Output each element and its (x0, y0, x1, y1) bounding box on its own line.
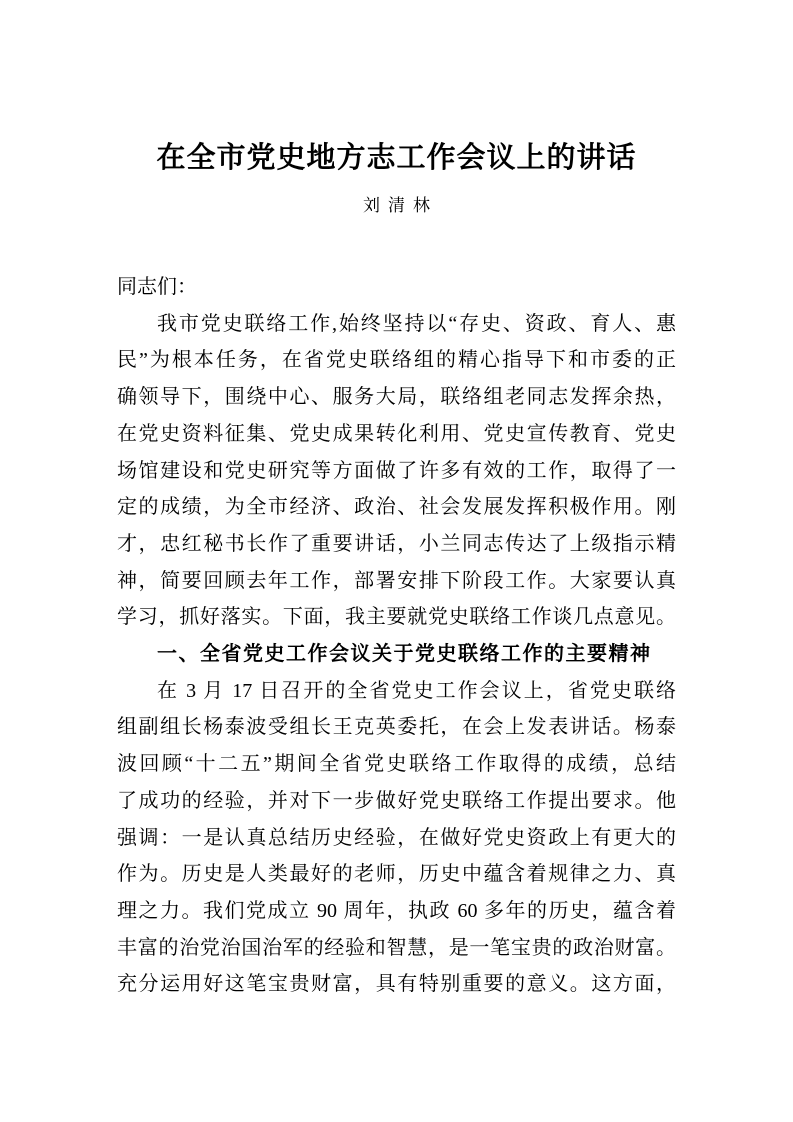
text-line: 理之力。我们党成立 90 周年，执政 60 多年的历史，蕴含着 (117, 899, 676, 922)
paragraph (117, 673, 676, 1003)
text-line: 同志们： (117, 276, 197, 298)
paragraph (117, 306, 676, 636)
text-line: 了成功的经验，并对下一步做好党史联络工作提出要求。他 (117, 789, 676, 812)
section-heading (117, 636, 676, 673)
text-line: 组副组长杨泰波受组长王克英委托，在会上发表讲话。杨泰 (117, 716, 676, 739)
text-line: 学习，抓好落实。下面，我主要就党史联络工作谈几点意见。 (117, 606, 676, 629)
text-line: 充分运用好这笔宝贵财富，具有特别重要的意义。这方面， (117, 973, 676, 996)
document-author: 刘清林 (363, 196, 438, 215)
text-line: 确领导下，围绕中心、服务大局，联络组老同志发挥余热， (117, 386, 676, 409)
text-line: 丰富的治党治国治军的经验和智慧，是一笔宝贵的政治财富。 (117, 936, 676, 959)
text-line: 在党史资料征集、党史成果转化利用、党史宣传教育、党史 (117, 422, 676, 445)
text-line: 才，忠红秘书长作了重要讲话，小兰同志传达了上级指示精 (117, 532, 676, 555)
text-line: 一、全省党史工作会议关于党史联络工作的主要精神 (157, 643, 652, 666)
document-title: 在全市党史地方志工作会议上的讲话 (156, 142, 637, 174)
text-line: 民”为根本任务，在省党史联络组的精心指导下和市委的正 (117, 349, 676, 372)
text-line: 强调：一是认真总结历史经验，在做好党史资政上有更大的 (117, 826, 676, 849)
text-line: 作为。历史是人类最好的老师，历史中蕴含着规律之力、真 (117, 863, 676, 886)
text-line: 场馆建设和党史研究等方面做了许多有效的工作，取得了一 (117, 459, 676, 482)
text-line: 在 3 月 17 日召开的全省党史工作会议上，省党史联络 (157, 679, 676, 702)
paragraph (117, 269, 676, 306)
text-line: 定的成绩，为全市经济、政治、社会发展发挥积极作用。刚 (117, 496, 676, 519)
text-line: 神，简要回顾去年工作，部署安排下阶段工作。大家要认真 (117, 569, 676, 592)
document-body (117, 269, 676, 1003)
text-line: 我市党史联络工作,始终坚持以“存史、资政、育人、惠 (157, 312, 676, 335)
text-line: 波回顾“十二五”期间全省党史联络工作取得的成绩，总结 (117, 753, 676, 776)
